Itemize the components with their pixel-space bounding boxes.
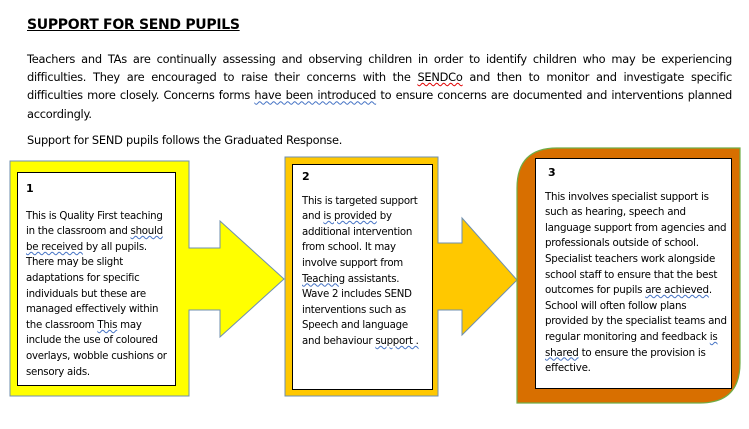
stage-2-textbox — [292, 164, 433, 390]
grammar-flag[interactable]: This — [97, 319, 118, 331]
stage-3-number: 3 — [548, 166, 556, 179]
intro-text: to ensure concerns are documented and interventions planned accordingly. — [27, 88, 732, 121]
grammar-flag[interactable]: is shared — [545, 330, 718, 359]
intro-text: Teachers and TAs are continually assessing and observing children in order to identify children who may be experiencing difficulties. They are encouraged to raise their concerns with the — [27, 52, 732, 85]
stage-3-textbox — [535, 158, 732, 389]
intro-text: and then to monitor and investigate specific difficulties more closely. Concerns forms — [27, 70, 732, 103]
stage-3-text: . School will often follow plans provided by the specialist teams and regular monitoring and feedback — [545, 284, 727, 343]
stage-1-text: may include the use of coloured overlays, wobble cushions or sensory aids. — [26, 319, 167, 378]
stage-1-textbox — [17, 172, 176, 386]
grammar-flag[interactable]: is provided — [323, 211, 377, 223]
stage-1-text: by all pupils. There may be slight adaptations for specific individuals but these are managed effectively within the classroom — [26, 241, 159, 331]
graduated-response-text: Support for SEND pupils follows the Graduated Response. — [27, 133, 343, 147]
stage-1-number: 1 — [26, 182, 34, 195]
grammar-flag[interactable]: should be received — [26, 226, 163, 253]
stage-2-text: This is targeted support and — [302, 195, 418, 223]
spellcheck-sendco[interactable]: SENDCo — [417, 70, 463, 85]
grammar-flag[interactable]: support . — [375, 335, 419, 347]
grammar-flag[interactable]: are achieved — [645, 284, 709, 297]
stage-3-text: This involves specialist support is such as hearing, speech and language support from agencies and professionals outside of school. Specialist teachers work alongside school staff to ensure that the best outcomes for pupils — [545, 190, 727, 297]
stage-3-text: to ensure the provision is effective. — [545, 346, 706, 375]
stage-2-text: by additional intervention from school. It may involve support from — [302, 211, 413, 269]
page-title: SUPPORT FOR SEND PUPILS — [27, 17, 240, 33]
stage-1-text: This is Quality First teaching in the classroom and — [26, 210, 163, 238]
grammar-flag[interactable]: Teaching — [302, 273, 345, 285]
stage-2-number: 2 — [302, 170, 310, 183]
stage-2-text: assistants. Wave 2 includes SEND interventions such as Speech and language and behaviour — [302, 273, 412, 347]
grammar-flag[interactable]: have been introduced — [254, 88, 377, 103]
